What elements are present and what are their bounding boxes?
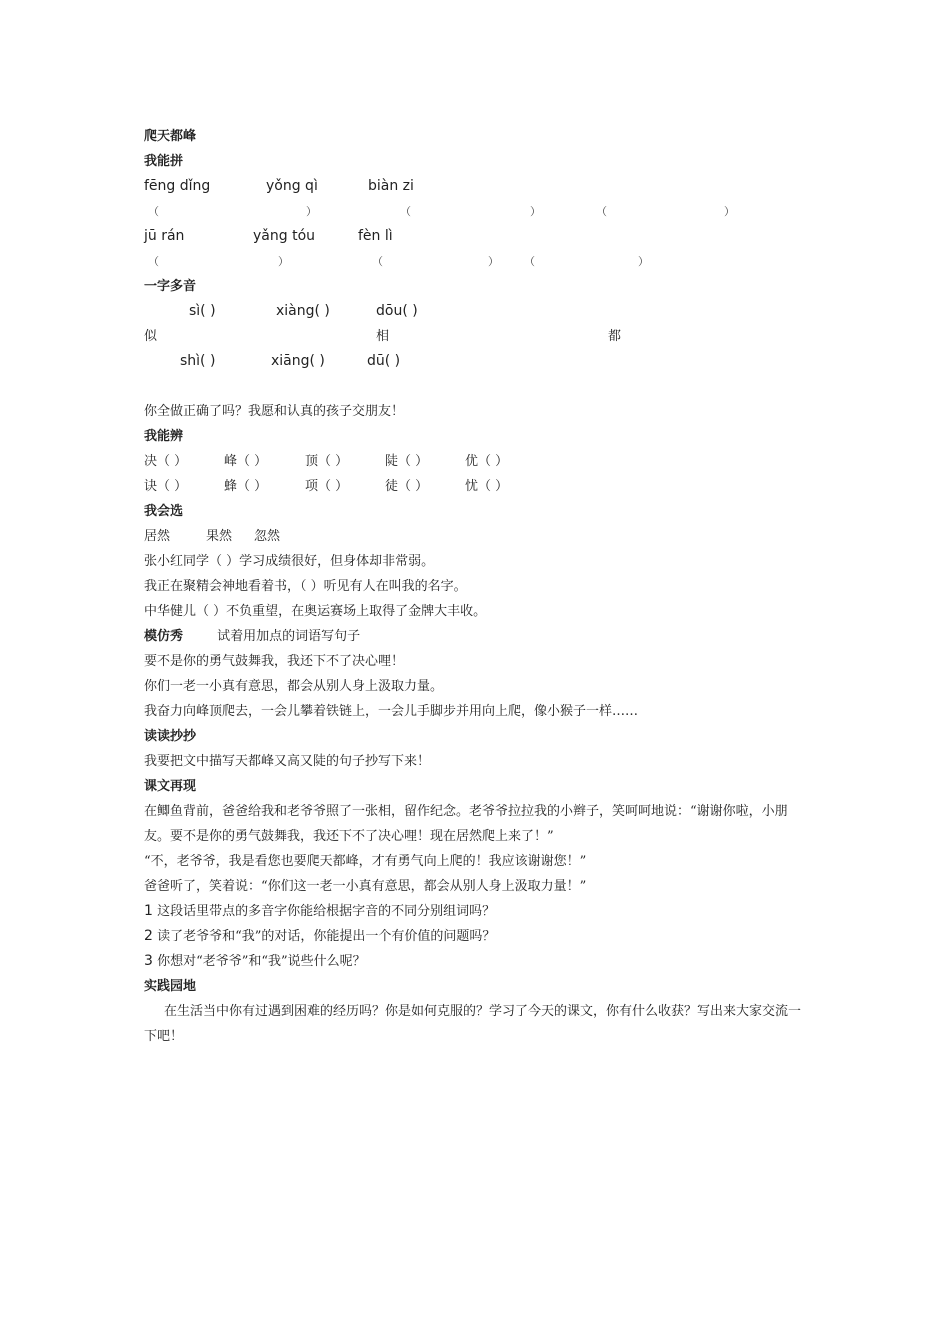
question-2 — [144, 924, 814, 949]
answer-blanks-row-1 — [144, 199, 814, 224]
question-text: 这段话里带点的多音字你能给根据字音的不同分别组词吗？ — [157, 904, 496, 919]
chaochao-text: 我要把文中描写天都峰又高又陡的句子抄写下来！ — [144, 754, 431, 769]
question-3 — [144, 949, 814, 974]
pinyin-blank: sì( ) — [189, 303, 216, 319]
encouragement-text: 你全做正确了吗？我愿和认真的孩子交朋友！ — [144, 404, 405, 419]
pinyin-word: yǎng tóu — [253, 228, 316, 244]
char-blank: 项（ ） — [305, 479, 349, 494]
paren-open: （ — [148, 205, 159, 218]
pinyin-row-1 — [144, 174, 814, 199]
worksheet — [144, 124, 814, 1049]
section-heading-shijian: 实践园地 — [144, 979, 197, 994]
char-blank: 决（ ） — [144, 454, 188, 469]
duoyin-bottom-row — [144, 349, 814, 374]
char-blank: 忧（ ） — [465, 479, 509, 494]
paren-open: （ — [524, 255, 535, 268]
paren-close: ） — [530, 205, 541, 218]
fill-sentence-3: 中华健儿（ ）不负重望，在奥运赛场上取得了金牌大丰收。 — [144, 604, 487, 619]
paren-close: ） — [488, 255, 499, 268]
mofang-header — [144, 624, 814, 649]
answer-blanks-row-2 — [144, 249, 814, 274]
question-1 — [144, 899, 814, 924]
question-number: 3 — [144, 953, 153, 969]
polyphone-char: 都 — [608, 329, 622, 344]
section-heading-zaixian: 课文再现 — [144, 779, 197, 794]
pinyin-word: biàn zi — [368, 178, 414, 194]
char-blank: 峰（ ） — [224, 454, 268, 469]
paren-close: ） — [306, 205, 317, 218]
word-option: 忽然 — [254, 529, 281, 544]
question-text: 你想对“老爷爷”和“我”说些什么呢？ — [157, 954, 366, 969]
passage-paragraph-1: 在鲫鱼背前，爸爸给我和老爷爷照了一张相，留作纪念。老爷爷拉拉我的小辫子，笑呵呵地说：“谢谢你啦，小朋友。要不是你的勇气鼓舞我，我还下不了决心哩！现在居然爬上来了！” — [144, 804, 788, 844]
pinyin-blank: xiàng( ) — [276, 303, 330, 319]
paren-open: （ — [400, 205, 411, 218]
passage-paragraph-2: “不，老爷爷，我是看您也要爬天都峰，才有勇气向上爬的！我应该谢谢您！” — [144, 854, 587, 869]
paren-open: （ — [148, 255, 159, 268]
char-blank: 陡（ ） — [385, 454, 429, 469]
fill-sentence-2: 我正在聚精会神地看着书，（ ）听见有人在叫我的名字。 — [144, 579, 467, 594]
paren-close: ） — [278, 255, 289, 268]
shijian-text: 在生活当中你有过遇到困难的经历吗？你是如何克服的？学习了今天的课文，你有什么收获？写出来大家交流一下吧！ — [144, 1004, 802, 1044]
model-sentence-2: 你们一老一小真有意思，都会从别人身上汲取力量。 — [144, 679, 444, 694]
word-option: 居然 — [144, 529, 171, 544]
fill-sentence-1: 张小红同学（ ）学习成绩很好，但身体却非常弱。 — [144, 554, 435, 569]
pinyin-blank: xiāng( ) — [271, 353, 325, 369]
question-number: 2 — [144, 928, 153, 944]
section-heading-bian: 我能辨 — [144, 429, 184, 444]
char-blank: 优（ ） — [465, 454, 509, 469]
section-heading-duoyin: 一字多音 — [144, 279, 197, 294]
word-options — [144, 524, 814, 549]
char-blank: 顶（ ） — [305, 454, 349, 469]
bian-row-2 — [144, 474, 814, 499]
char-blank: 诀（ ） — [144, 479, 188, 494]
section-heading-pinyin: 我能拼 — [144, 154, 184, 169]
pinyin-blank: shì( ) — [180, 353, 216, 369]
section-heading-chaochao: 读读抄抄 — [144, 729, 197, 744]
question-number: 1 — [144, 903, 153, 919]
paren-open: （ — [596, 205, 607, 218]
polyphone-char: 相 — [376, 329, 390, 344]
page-title: 爬天都峰 — [144, 129, 197, 144]
model-sentence-1: 要不是你的勇气鼓舞我，我还下不了决心哩！ — [144, 654, 405, 669]
passage-paragraph-3: 爸爸听了，笑着说：“你们这一老一小真有意思，都会从别人身上汲取力量！” — [144, 879, 587, 894]
polyphone-char: 似 — [144, 329, 158, 344]
paren-close: ） — [638, 255, 649, 268]
paren-close: ） — [724, 205, 735, 218]
mofang-instruction: 试着用加点的词语写句子 — [217, 629, 361, 644]
paren-open: （ — [372, 255, 383, 268]
pinyin-word: fèn lì — [358, 228, 393, 244]
pinyin-word: yǒng qì — [266, 178, 318, 194]
bian-row-1 — [144, 449, 814, 474]
model-sentence-3: 我奋力向峰顶爬去，一会儿攀着铁链上，一会儿手脚步并用向上爬，像小猴子一样…… — [144, 704, 639, 719]
duoyin-top-row — [144, 299, 814, 324]
duoyin-char-row — [144, 324, 814, 349]
pinyin-blank: dōu( ) — [376, 303, 418, 319]
char-blank: 徒（ ） — [385, 479, 429, 494]
pinyin-word: fēng dǐng — [144, 178, 211, 194]
section-heading-mofang: 模仿秀 — [144, 629, 184, 644]
pinyin-row-2 — [144, 224, 814, 249]
char-blank: 蜂（ ） — [224, 479, 268, 494]
word-option: 果然 — [206, 529, 233, 544]
pinyin-word: jū rán — [144, 228, 185, 244]
pinyin-blank: dū( ) — [367, 353, 401, 369]
section-heading-xuan: 我会选 — [144, 504, 184, 519]
question-text: 读了老爷爷和“我”的对话，你能提出一个有价值的问题吗？ — [157, 929, 496, 944]
